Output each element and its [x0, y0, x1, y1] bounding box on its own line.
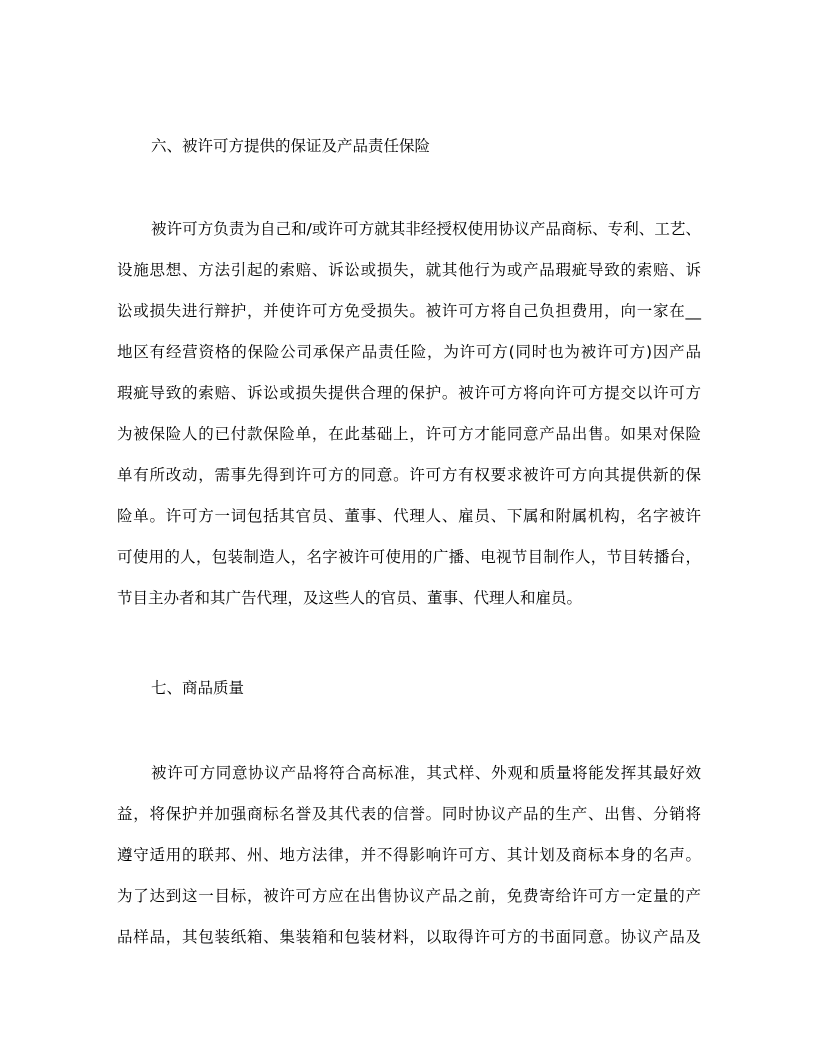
section-6-line-7: 单有所改动，需事先得到许可方的同意。许可方有权要求被许可方向其提供新的保 [117, 466, 701, 484]
section-6-line-2: 设施思想、方法引起的索赔、诉讼或损失，就其他行为或产品瑕疵导致的索赔、诉 [117, 261, 701, 279]
section-7-line-2: 益，将保护并加强商标名誉及其代表的信誉。同时协议产品的生产、出售、分销将 [117, 805, 701, 823]
section-6-line-5: 瑕疵导致的索赔、诉讼或损失提供合理的保护。被许可方将向许可方提交以许可方 [117, 384, 701, 402]
section-6-line-6: 为被保险人的已付款保险单，在此基础上，许可方才能同意产品出售。如果对保险 [117, 425, 701, 443]
section-6-line-10: 节目主办者和其广告代理，及这些人的官员、董事、代理人和雇员。 [117, 589, 583, 607]
section-6-line-4: 地区有经营资格的保险公司承保产品责任险，为许可方(同时也为被许可方)因产品 [117, 343, 701, 361]
section-6-line-8: 险单。许可方一词包括其官员、董事、代理人、雇员、下属和附属机构，名字被许 [117, 507, 701, 525]
section-6-line-3: 讼或损失进行辩护，并使许可方免受损失。被许可方将自己负担费用，向一家在__ [117, 302, 701, 320]
section-7-line-3: 遵守适用的联邦、州、地方法律，并不得影响许可方、其计划及商标本身的名声。 [117, 846, 701, 864]
section-7-line-5: 品样品，其包装纸箱、集装箱和包装材料，以取得许可方的书面同意。协议产品及 [117, 928, 701, 946]
section-6-heading: 六、被许可方提供的保证及产品责任保险 [151, 137, 431, 155]
section-6-line-9: 可使用的人，包装制造人，名字被许可使用的广播、电视节目制作人，节目转播台， [117, 548, 701, 566]
section-6-line-1: 被许可方负责为自己和/或许可方就其非经授权使用协议产品商标、专利、工艺、 [151, 220, 701, 238]
section-7-line-4: 为了达到这一目标，被许可方应在出售协议产品之前，免费寄给许可方一定量的产 [117, 887, 701, 905]
section-7-heading: 七、商品质量 [151, 679, 245, 697]
section-7-line-1: 被许可方同意协议产品将符合高标准，其式样、外观和质量将能发挥其最好效 [151, 764, 701, 782]
